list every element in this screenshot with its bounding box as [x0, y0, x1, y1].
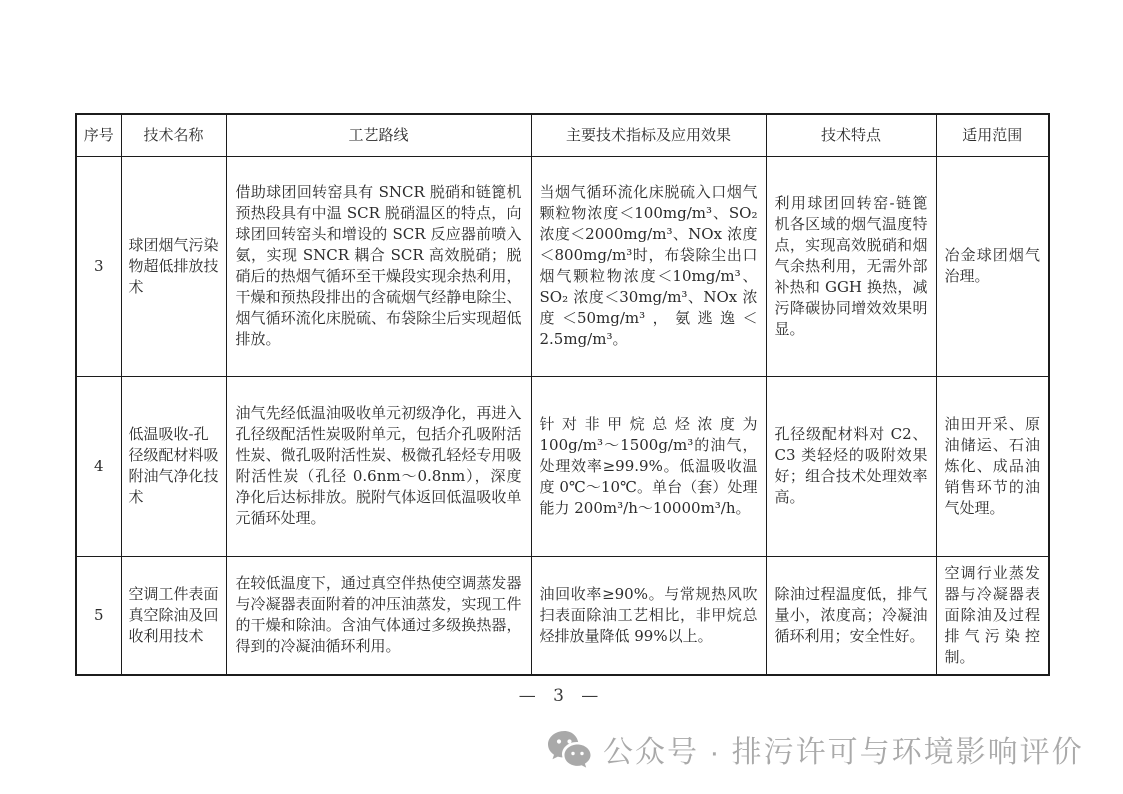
page-number: — 3 —	[518, 686, 605, 706]
cell-scope: 油田开采、原油储运、石油炼化、成品油销售环节的油气处理。	[936, 376, 1049, 556]
cell-name: 低温吸收-孔径级配材料吸附油气净化技术	[121, 376, 226, 556]
technology-table	[75, 113, 1050, 676]
wechat-icon	[547, 730, 591, 768]
cell-features: 孔径级配材料对 C2、C3 类轻烃的吸附效果好；组合技术处理效率高。	[766, 376, 936, 556]
cell-indicators: 针对非甲烷总烃浓度为 100g/m³～1500g/m³的油气，处理效率≥99.9%。低温吸收温度 0℃～10℃。单台（套）处理能力 200m³/h～10000m³/h。	[531, 376, 766, 556]
cell-features: 除油过程温度低，排气量小，浓度高；冷凝油循环利用；安全性好。	[766, 556, 936, 675]
wechat-watermark	[547, 727, 1084, 771]
watermark-text: 公众号 · 排污许可与环境影响评价	[603, 736, 1084, 769]
cell-process: 借助球团回转窑具有 SNCR 脱硝和链篦机预热段具有中温 SCR 脱硝温区的特点，向球团回转窑头和增设的 SCR 反应器前喷入氨，实现 SNCR 耦合 SCR 高效脱硝；脱硝后的热烟气循环至干燥段实现余热利用，干燥和预热段排出的含硫烟气经静电除尘、烟气循环流化床脱硫、布袋除尘后实现超低排放。	[226, 156, 531, 376]
cell-indicators: 当烟气循环流化床脱硫入口烟气颗粒物浓度＜100mg/m³、SO₂ 浓度＜2000mg/m³、NOx 浓度＜800mg/m³时，布袋除尘出口烟气颗粒物浓度＜10mg/m³、SO₂ 浓度＜30mg/m³、NOx 浓度＜50mg/m³，氨逃逸＜2.5mg/m³。	[531, 156, 766, 376]
cell-seq: 4	[76, 376, 121, 556]
cell-seq: 3	[76, 156, 121, 376]
table-header-row	[76, 114, 1049, 156]
table-row	[76, 556, 1049, 675]
cell-indicators: 油回收率≥90%。与常规热风吹扫表面除油工艺相比，非甲烷总烃排放量降低 99%以上。	[531, 556, 766, 675]
cell-features: 利用球团回转窑-链篦机各区域的烟气温度特点，实现高效脱硝和烟气余热利用，无需外部补热和 GGH 换热，减污降碳协同增效效果明显。	[766, 156, 936, 376]
header-indicators: 主要技术指标及应用效果	[531, 114, 766, 156]
cell-name: 球团烟气污染物超低排放技术	[121, 156, 226, 376]
table-row	[76, 156, 1049, 376]
header-features: 技术特点	[766, 114, 936, 156]
header-scope: 适用范围	[936, 114, 1049, 156]
table-row	[76, 376, 1049, 556]
cell-process: 在较低温度下，通过真空伴热使空调蒸发器与冷凝器表面附着的冲压油蒸发，实现工件的干燥和除油。含油气体通过多级换热器，得到的冷凝油循环利用。	[226, 556, 531, 675]
cell-scope: 空调行业蒸发器与冷凝器表面除油及过程排气污染控制。	[936, 556, 1049, 675]
header-process: 工艺路线	[226, 114, 531, 156]
header-seq: 序号	[76, 114, 121, 156]
cell-seq: 5	[76, 556, 121, 675]
cell-name: 空调工件表面真空除油及回收利用技术	[121, 556, 226, 675]
cell-scope: 冶金球团烟气治理。	[936, 156, 1049, 376]
cell-process: 油气先经低温油吸收单元初级净化，再进入孔径级配活性炭吸附单元，包括介孔吸附活性炭、微孔吸附活性炭、极微孔轻烃专用吸附活性炭（孔径 0.6nm～0.8nm），深度净化后达标排放。脱附气体返回低温吸收单元循环处理。	[226, 376, 531, 556]
header-name: 技术名称	[121, 114, 226, 156]
